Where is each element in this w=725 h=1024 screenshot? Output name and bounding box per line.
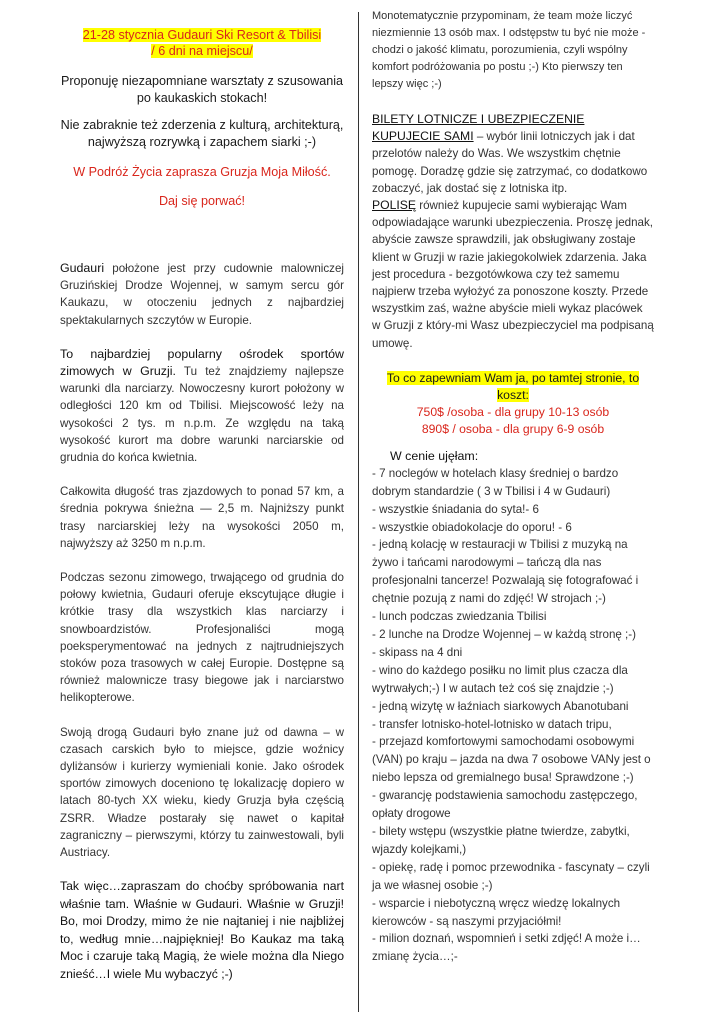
group-size-note: Monotematycznie przypominam, że team może liczyć niezmiennie 13 osób max. I odstępstw tu być nie może - chodzi o jakość klimatu, porozumienia, czyli wspólny komfort podróżowania po postu ;-) Kto pierwszy ten lepszy więc ;-) (372, 10, 646, 90)
list-item: - skipass na 4 dni (372, 645, 463, 659)
list-item: - wsparcie i niebotyczną wręcz wiedzę lokalnych kierowców - są naszymi przyjaciółmi! (372, 896, 621, 928)
tickets-heading: BILETY LOTNICZE I UBEZPIECZENIE KUPUJECIE SAMI (372, 112, 585, 144)
invitation: W Podróż Życia zaprasza Gruzja Moja Miłość. (73, 165, 331, 179)
trip-dates: 21-28 stycznia Gudauri Ski Resort & Tbilisi (82, 28, 322, 42)
list-item: - gwarancję podstawienia samochodu zastępczego, opłaty drogowe (372, 789, 638, 821)
left-column (60, 22, 344, 983)
paragraph-gudauri (60, 260, 344, 329)
included-heading: W cenie ujęłam: (390, 448, 479, 463)
paragraph-history: Swoją drogą Gudauri było znane już od dawna – w czasach carskich było to miejsce, gdzie woźnicy dyliżansów i kurierzy wymieniali konie. Jako ośrodek sportów zimowych doceniono tę lokalizację dopiero w latach 80-tych XX wieku, kiedy Gruzja była częścią ZSRR. Władze postarały się nawet o kapitał zagraniczny – pierwszymi, którzy tu zainwestowali, byli Austriacy. (60, 725, 344, 860)
list-item: - lunch podczas zwiedzania Tbilisi (372, 610, 547, 624)
paragraph-popular (60, 346, 344, 466)
right-column (372, 8, 654, 966)
list-item: - transfer lotnisko-hotel-lotnisko w datach tripu, (372, 717, 612, 731)
price-large-group: 750$ /osoba - dla grupy 10-13 osób (416, 404, 610, 419)
policy-paragraph (372, 197, 654, 352)
intro-line-1: Proponuję niezapomniane warsztaty z szusowania po kaukaskich stokach! (60, 74, 344, 105)
included-list (372, 465, 654, 966)
intro-line-2: Nie zabraknie też zderzenia z kulturą, architekturą, najwyższą rozrywką i zapachem siarki ;-) (60, 118, 344, 149)
policy-body: również kupujecie sami wybierając Wam odpowiadające warunki ubezpieczenia. Proszę jednak, abyście zawsze sprawdzili, jak obsługiwany zostaje klient w Gruzji w razie jakiegokolwiek zdarzenia. Jaka jest procedura - bezgotówkowa czy też samemu najpierw trzeba wyłożyć za ponoszone koszty. Przede wszystkim zaś, ważne abyście mieli wykaz placówek w Gruzji z który-mi Wasz ubezpieczyciel ma podpisaną umowę. (372, 199, 654, 350)
tickets-paragraph (372, 111, 654, 197)
list-item: - 2 lunche na Drodze Wojennej – w każdą stronę ;-) (372, 628, 637, 641)
price-box (372, 370, 654, 438)
paragraph-trails: Całkowita długość tras zjazdowych to ponad 57 km, a średnia pokrywa śnieżna — 2,5 m. Najniższy punkt trasy narciarskiej leży na wysokości 2050 m, najwyższy aż 3250 m n.p.m. (60, 485, 344, 550)
list-item: - 7 noclegów w hotelach klasy średniej o bardzo dobrym standardzie ( 3 w Tbilisi i 4 w Gudauri) (372, 466, 619, 498)
price-intro: To co zapewniam Wam ja, po tamtej stronie, to koszt: (386, 370, 640, 402)
paragraph-lead: Gudauri (60, 261, 105, 275)
list-item: - milion doznań, wspomnień i setki zdjęć! A może i…zmianę życia…;- (372, 932, 641, 964)
policy-heading: POLISĘ (372, 198, 417, 213)
list-item: - opiekę, radę i pomoc przewodnika - fascynaty – czyli ja we własnej osobie ;-) (372, 860, 650, 892)
list-item: - wino do każdego posiłku no limit plus czacza dla wytrwałych;-) I w autach też coś się znajdzie ;-) (372, 663, 628, 695)
paragraph-season: Podczas sezonu zimowego, trwającego od grudnia do połowy kwietnia, Gudauri oferuje ekscytujące długie i krótkie trasy dla wszystkich klas narciarzy i snowboardzistów. Profesjonaliści mogą poeksperymentować na jednych z najtrudniejszych stoków poza trasowych w całej Europie. Dostępne są również malownicze trasy biegowe jak i narciarstwo helikopterowe. (60, 571, 344, 705)
list-item: - bilety wstępu (wszystkie płatne twierdze, zabytki, wjazdy kolejkami,) (372, 824, 630, 856)
paragraph-lead: To najbardziej popularny ośrodek sportów zimowych w Gruzji. (60, 346, 344, 379)
column-divider (358, 12, 359, 1012)
list-item: - wszystkie obiadokolacje do oporu! - 6 (372, 520, 572, 534)
price-small-group: 890$ / osoba - dla grupy 6-9 osób (421, 421, 605, 436)
tickets-body: – wybór linii lotniczych jak i dat przelotów należy do Was. We wszystkim chętnie pomogę. Doradzę gdzie się zatrzymać, co dodatkowo zobaczyć, jak dostać się z lotniska itp. (372, 130, 648, 195)
closing-paragraph: Tak więc…zapraszam do choćby spróbowania nart właśnie tam. Właśnie w Gudauri. Właśnie w Gruzji! Bo, moi Drodzy, mimo że nie najtaniej i nie najbliżej to, według mnie…najpiękniej! Bo Kaukaz ma taką Moc i czaruje taką Magią, że wiele można dla Niego znieść…I wiele Mu wybaczyć ;-) (60, 879, 344, 981)
trip-header (60, 27, 344, 59)
trip-days: / 6 dni na miejscu/ (151, 44, 253, 58)
list-item: - wszystkie śniadania do syta!- 6 (372, 502, 539, 516)
list-item: - jedną wizytę w łaźniach siarkowych Abanotubani (372, 699, 629, 713)
paragraph-body: Tu też znajdziemy najlepsze warunki dla narciarzy. Nowoczesny kurort położony w odległości 120 km od Tbilisi. Miejscowość leży na wysokości 2 tys. m n.p.m. Ze względu na taką wysokość kurort ma dobre warunki narciarskie od grudnia do końca kwietnia. (60, 365, 345, 465)
list-item: - jedną kolację w restauracji w Tbilisi z muzyką na żywo i tańcami narodowymi – tańczą dla nas profesjonalni tancerze! Pozwalają się fotografować i chętnie pozują z nami do zdjęć! W strojach ;-) (372, 538, 639, 606)
call-to-action: Daj się porwać! (158, 194, 246, 208)
list-item: - przejazd komfortowymi samochodami osobowymi (VAN) po kraju – jazda na dwa 7 osobowe VANy jest o niebo lepsza od gremialnego busa! Sprawdzone ;-) (372, 735, 651, 785)
paragraph-body: położone jest przy cudownie malowniczej Gruzińskiej Drodze Wojennej, w samym sercu gór Kaukazu, w otoczeniu jednych z najbardziej spektakularnych szczytów w Europie. (60, 262, 344, 327)
